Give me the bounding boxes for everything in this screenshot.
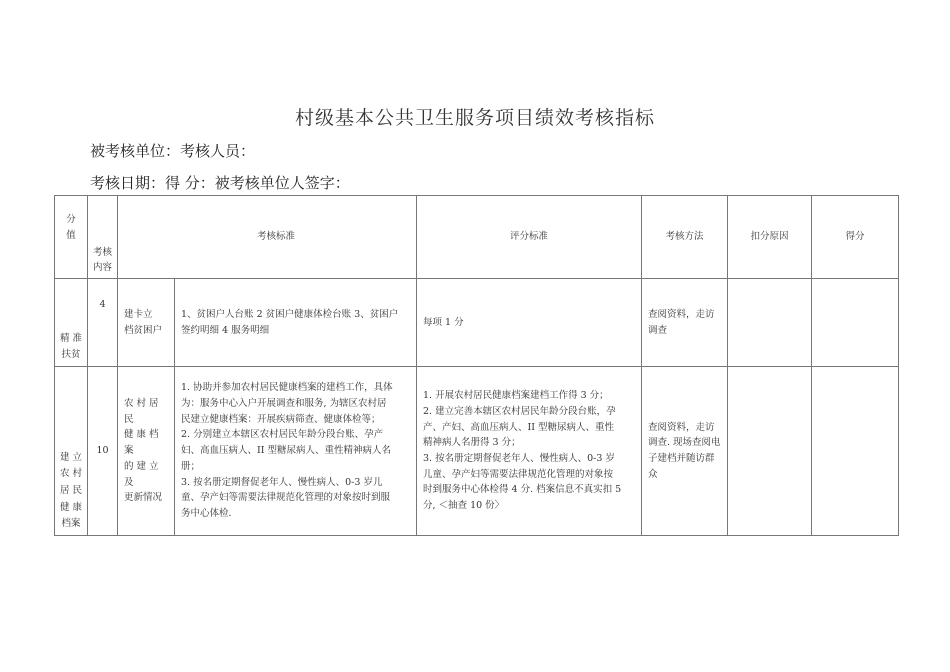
row-category [55,367,88,536]
category-line: 居 民 [59,484,83,496]
standard-line: 民建立健康档案：开展疾病筛查、健康体检等； [181,413,381,425]
content-line: 的 建 立 及 [124,460,159,488]
header-standard: 考核标准 [118,196,417,279]
scoring-line: 3. 按名册定期督促老年人、慢性病人、0-3 岁 [423,453,615,464]
method-line: 众 [648,468,658,480]
category-line: 精 准 [59,332,83,344]
content-line: 农 村 居 民 [124,398,159,425]
scoring-line: 每项 1 分 [423,316,464,328]
header-fen-zhi-line: 值 [66,229,76,241]
standard-line: 3. 按名册定期督促老年人、慢性病人、0-3 岁儿 [181,476,383,488]
scoring-line: 1. 开展农村居民健康档案建档工作得 3 分； [423,390,609,402]
header-deduct: 扣分原因 [728,196,812,279]
table-row [55,367,899,536]
header-content [88,196,118,279]
row-points: 10 [88,367,118,536]
method-line: 查阅资料，走访 [648,421,715,433]
standard-line: 签约明细 4 服务明细 [181,324,270,336]
category-line: 农 村 [59,468,83,480]
header-score: 得分 [812,196,899,279]
row-score [812,279,899,367]
method-line: 子建档并随访群 [648,453,715,464]
header-content-line: 考核 [92,246,112,258]
standard-line: 妇、高血压病人、II 型糖尿病人、重性精神病人名 [181,445,392,457]
standard-line: 为：服务中心入户开展调查和服务, 为辖区农村居 [181,398,387,410]
page-title: 村级基本公共卫生服务项目绩效考核指标 [294,107,655,129]
row-method [642,279,728,367]
method-line: 查阅资料，走访 [648,308,715,320]
scoring-line: 精神病人名册得 3 分； [423,437,521,449]
scoring-line: 2. 建立完善本辖区农村居民年龄分段台账，孕 [423,405,616,417]
row-category [55,279,88,367]
row-scoring [417,367,642,536]
standard-line: 1. 协助并参加农村居民健康档案的建档工作，具体 [181,382,393,394]
assessment-table [54,195,899,536]
row-deduct [728,367,812,536]
content-line: 建卡立 [124,308,153,320]
table-row [55,279,899,367]
standard-line: 2. 分别建立本辖区农村居民年龄分段台账、孕产 [181,429,384,441]
header-content-line: 内容 [92,262,112,274]
row-deduct [728,279,812,367]
header-row [55,196,899,279]
header-fen-zhi [55,196,88,279]
category-line: 扶贫 [61,349,81,361]
category-line: 健 康 [59,501,83,513]
content-line: 更新情况 [124,492,163,504]
category-line: 建 立 [59,451,83,463]
row-standard [175,367,417,536]
standard-line: 1、贫困户人台账 2 贫困户健康体检台账 3、贫困户 [181,308,399,320]
scoring-line: 分, ＜抽查 10 份〉 [423,500,505,512]
category-line: 档案 [61,518,81,530]
row-scoring [417,279,642,367]
scoring-line: 儿童、孕产妇等需要法律规范化管理的对象按 [423,468,614,480]
assessed-unit-line: 被考核单位：考核人员： [90,142,256,160]
header-fen-zhi-line: 分 [66,214,76,225]
method-line: 调查. 现场查阅电 [648,437,721,449]
content-line: 健 康 档 案 [124,429,159,457]
row-method [642,367,728,536]
scoring-line: 时到服务中心体检得 4 分. 档案信息不真实扣 5 [423,484,622,496]
content-line: 档贫困户 [124,324,163,336]
row-content [118,279,175,367]
assessment-date-line: 考核日期：得 分：被考核单位人签字： [90,174,350,192]
row-score [812,367,899,536]
header-method: 考核方法 [642,196,728,279]
scoring-line: 产、产妇、高血压病人、II 型糖尿病人、重性 [423,421,615,433]
standard-line: 册； [181,460,201,472]
row-points: 4 [88,279,118,367]
row-content [118,367,175,536]
standard-line: 童、孕产妇等需要法律规范化管理的对象按时到服 [181,492,391,504]
method-line: 调查 [648,324,668,336]
standard-line: 务中心体检. [181,507,232,519]
row-standard [175,279,417,367]
header-scoring: 评分标准 [417,196,642,279]
